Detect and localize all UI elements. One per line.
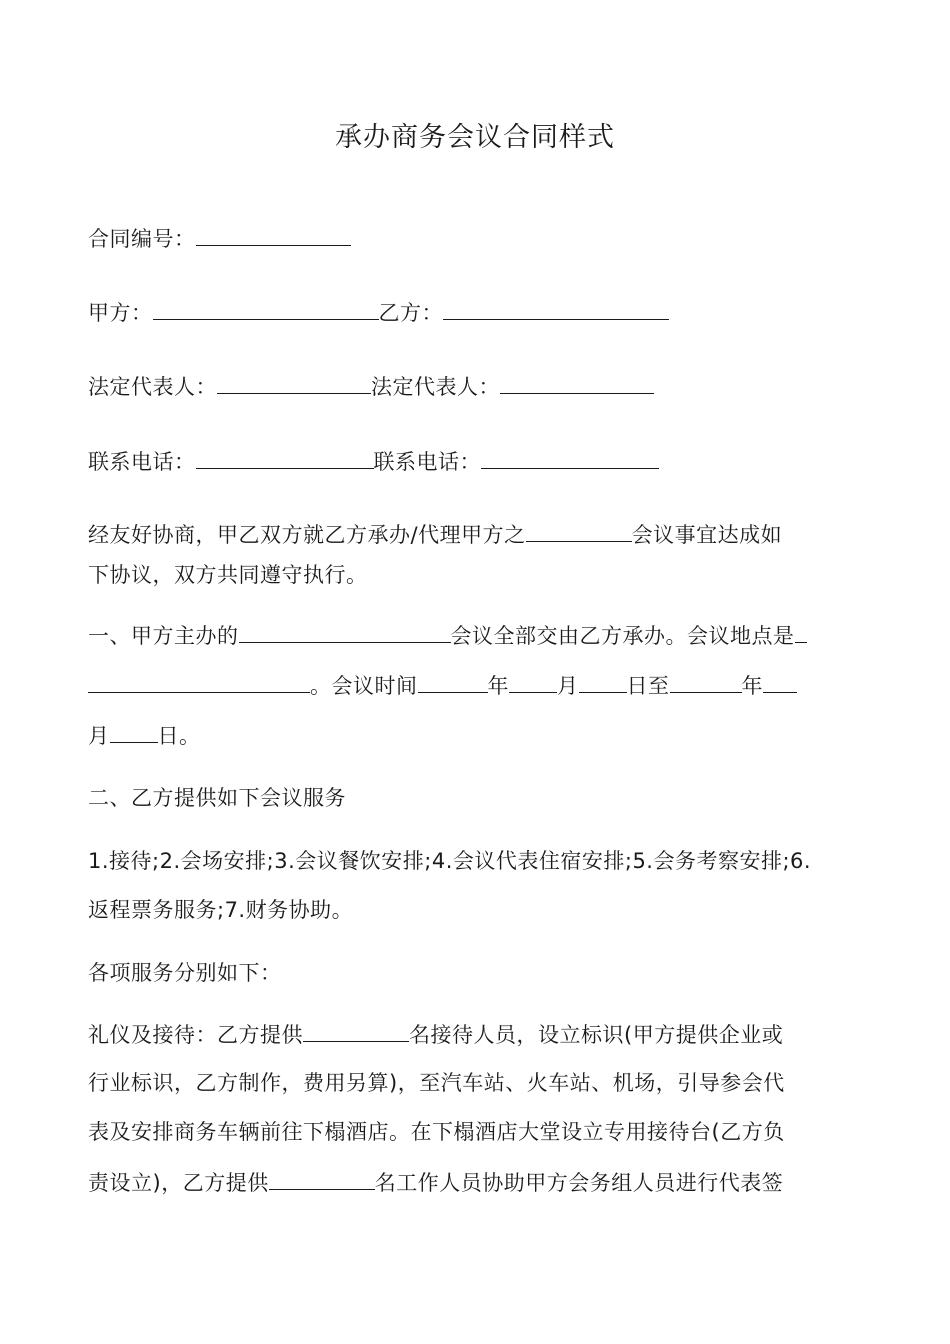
reception-line-4 [88,1166,868,1198]
reception-text-a: 礼仪及接待：乙方提供 [88,1023,303,1047]
section1-text-b: 会议全部交由乙方承办。会议地点是 [450,624,795,648]
venue-blank[interactable] [88,669,310,693]
phone-a-label: 联系电话： [88,450,196,474]
legal-rep-b-label: 法定代表人： [371,375,500,399]
section2-title: 二、乙方提供如下会议服务 [88,786,346,810]
contract-number-label: 合同编号： [88,227,196,251]
party-a-label: 甲方： [88,301,153,325]
party-b-label: 乙方： [378,301,443,325]
reception-text-d: 名工作人员协助甲方会务组人员进行代表签 [374,1171,784,1195]
reception-line-2: 行业标识，乙方制作，费用另算)，至汽车站、火车站、机场，引导参会代 [88,1071,785,1095]
start-year-blank[interactable] [418,669,488,693]
venue-blank-start[interactable] [795,619,807,643]
reception-staff-blank[interactable] [303,1018,409,1042]
year2-label: 年 [741,674,763,698]
section1-text-c: 。会议时间 [310,674,418,698]
reception-line-1 [88,1018,868,1050]
reception-text-b: 名接待人员，设立标识(甲方提供企业或 [409,1023,784,1047]
phone-b-blank[interactable] [481,445,659,469]
phone-b-label: 联系电话： [373,450,481,474]
legal-rep-line [88,370,868,402]
legal-rep-a-label: 法定代表人： [88,375,217,399]
year-label: 年 [487,674,509,698]
end-year-blank[interactable] [670,669,742,693]
contract-number-line [88,222,868,254]
contract-number-blank[interactable] [196,222,351,246]
services-line-2: 返程票务服务;7.财务协助。 [88,898,354,922]
meeting-name-blank[interactable] [526,518,632,542]
party-a-blank[interactable] [153,296,379,320]
phone-line [88,445,868,477]
phone-a-blank[interactable] [196,445,374,469]
intro-text-b: 会议事宜达成如 [631,523,783,547]
month-label: 月 [557,674,579,698]
legal-rep-b-blank[interactable] [500,370,654,394]
legal-rep-a-blank[interactable] [217,370,371,394]
section1-line-3 [88,719,868,751]
day-to-label: 日至 [626,674,670,698]
document-title: 承办商务会议合同样式 [335,122,615,153]
work-staff-blank[interactable] [269,1166,375,1190]
end-month-blank-start[interactable] [763,669,797,693]
start-month-blank[interactable] [509,669,557,693]
each-service-line: 各项服务分别如下： [88,961,282,985]
party-b-blank[interactable] [443,296,669,320]
intro-text-a: 经友好协商，甲乙双方就乙方承办/代理甲方之 [88,523,526,547]
section1-text-a: 一、甲方主办的 [88,624,239,648]
section1-line-2 [88,669,868,701]
intro-line-2: 下协议，双方共同遵守执行。 [88,563,368,587]
month2-label: 月 [88,724,110,748]
intro-line-1 [88,518,868,550]
parties-line [88,296,868,328]
section1-line-1 [88,619,868,651]
services-line-1: 1.接待;2.会场安排;3.会议餐饮安排;4.会议代表住宿安排;5.会务考察安排;6. [88,849,812,873]
reception-text-c: 责设立)，乙方提供 [88,1171,269,1195]
start-day-blank[interactable] [579,669,627,693]
host-meeting-blank[interactable] [239,619,451,643]
end-day-blank[interactable] [110,719,158,743]
reception-line-3: 表及安排商务车辆前往下榻酒店。在下榻酒店大堂设立专用接待台(乙方负 [88,1120,785,1144]
day-end-label: 日。 [157,724,201,748]
